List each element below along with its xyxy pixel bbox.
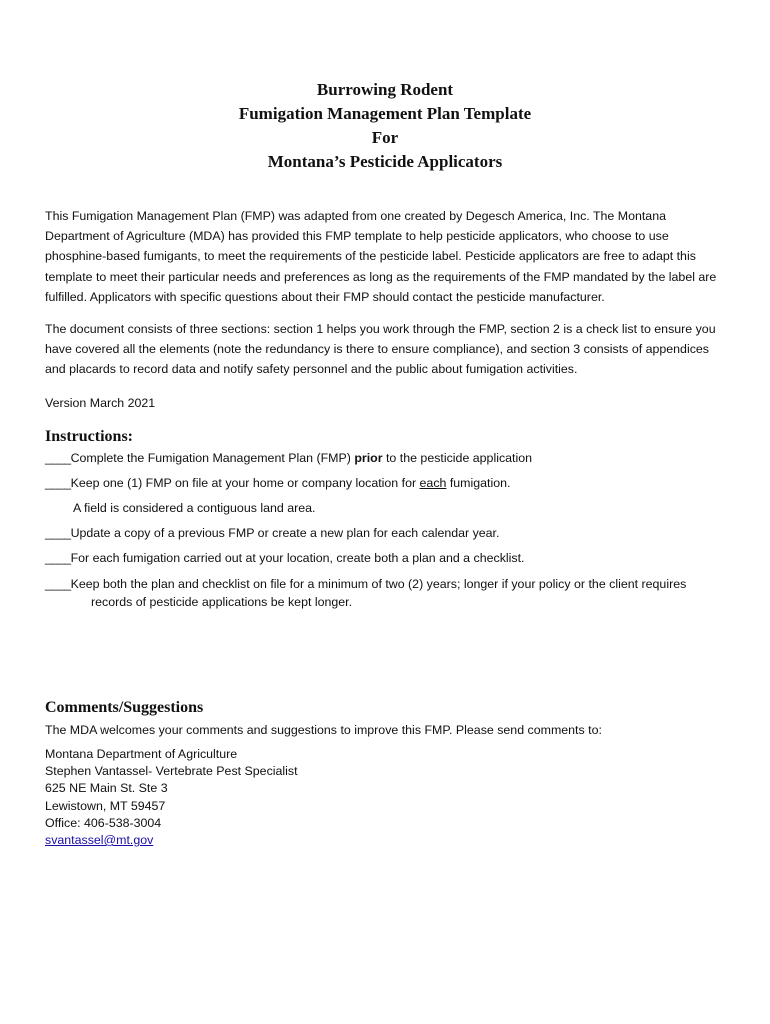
- instruction-text: Update a copy of a previous FMP or create a new plan for each calendar year.: [70, 526, 500, 540]
- title-line-2: Fumigation Management Plan Template: [238, 104, 532, 123]
- email-link[interactable]: svantassel@mt.gov: [45, 833, 154, 848]
- instruction-text: Keep one (1) FMP on file at your home or company location for: [70, 476, 420, 490]
- address-line: Stephen Vantassel- Vertebrate Pest Specialist: [45, 764, 298, 779]
- comments-intro: The MDA welcomes your comments and suggestions to improve this FMP. Please send comments to:: [45, 723, 602, 737]
- comments-heading: Comments/Suggestions: [45, 699, 204, 716]
- instruction-text: fumigation.: [446, 476, 511, 490]
- instruction-text: For each fumigation carried out at your location, create both a plan and a checklist.: [70, 551, 525, 565]
- address-line: Office: 406-538-3004: [45, 815, 162, 830]
- address-line: Montana Department of Agriculture: [45, 747, 238, 761]
- instruction-note: A field is considered a contiguous land area.: [73, 501, 316, 515]
- instruction-emphasis: each: [419, 476, 447, 490]
- address-line: 625 NE Main St. Ste 3: [45, 781, 168, 796]
- instruction-emphasis: prior: [354, 451, 383, 465]
- title-line-1: Burrowing Rodent: [316, 80, 454, 99]
- document-title: [0, 78, 770, 174]
- checkbox-blank[interactable]: ____: [45, 577, 71, 591]
- version-text: Version March 2021: [45, 396, 156, 410]
- intro-paragraph-1: This Fumigation Management Plan (FMP) was adapted from one created by Degesch America, Inc. The Montana Department of Agriculture (MDA) has provided this FMP template to help pesticide applicators, who choose to use phosphine-based fumigants, to meet the requirements of the pesticide label. Pesticide applicators are free to adapt this template to meet their particular needs and preferences as long as the requirements of the FMP mandated by the label are fulfilled. Applicators with specific questions about their FMP should contact the pesticide manufacturer.: [45, 209, 717, 304]
- intro-paragraph-2: The document consists of three sections: section 1 helps you work through the FMP, section 2 is a check list to ensure you have covered all the elements (note the redundancy is there to ensure compliance), and section 3 consists of appendices and placards to record data and notify safety personnel and the public about fumigation activities.: [45, 322, 716, 377]
- instructions-heading: Instructions:: [45, 428, 134, 445]
- instruction-text: Keep both the plan and checklist on file for a minimum of two (2) years; longer if your policy or the client requires: [70, 577, 687, 591]
- title-line-4: Montana’s Pesticide Applicators: [267, 152, 503, 171]
- instruction-item-4: [45, 549, 725, 567]
- instruction-text: Complete the Fumigation Management Plan (FMP): [70, 451, 355, 465]
- checkbox-blank[interactable]: ____: [45, 451, 71, 465]
- checkbox-blank[interactable]: ____: [45, 526, 71, 540]
- checkbox-blank[interactable]: ____: [45, 476, 71, 490]
- instruction-text-continued: records of pesticide applications be kept longer.: [91, 595, 353, 609]
- address-line: Lewistown, MT 59457: [45, 798, 166, 813]
- instruction-item-1: [45, 449, 725, 467]
- instruction-item-3: [45, 524, 725, 542]
- checkbox-blank[interactable]: ____: [45, 551, 71, 565]
- contact-address: [45, 746, 298, 849]
- instruction-item-5: [45, 575, 725, 611]
- instruction-text: to the pesticide application: [382, 451, 533, 465]
- instruction-item-2: [45, 474, 725, 492]
- title-line-3: For: [371, 128, 399, 147]
